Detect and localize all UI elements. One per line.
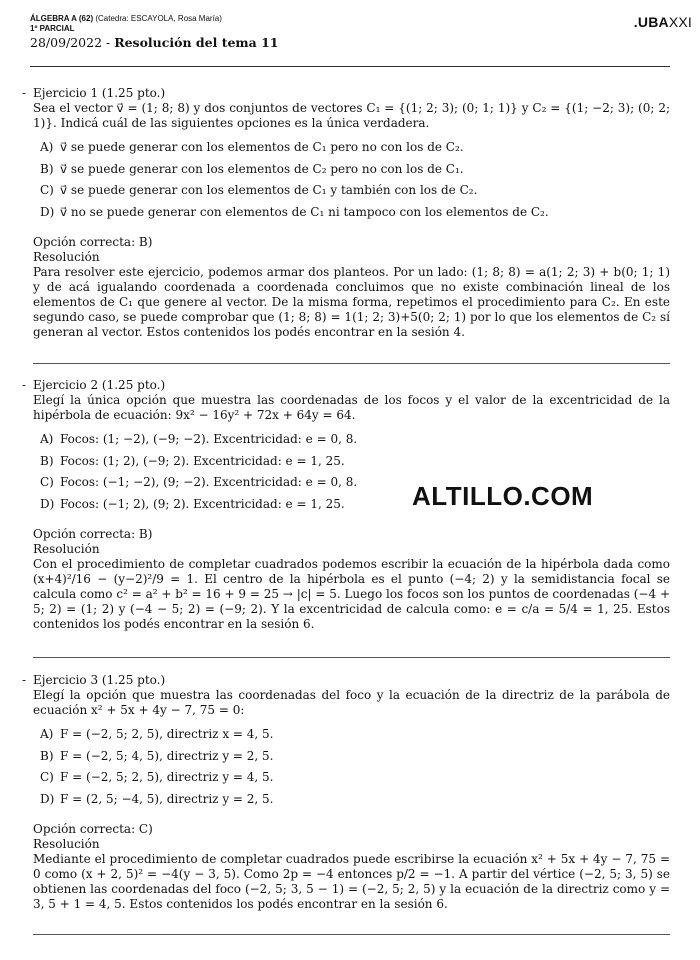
section-divider [33,657,670,658]
correct-answer: Opción correcta: B) [33,235,153,249]
section-divider [33,363,670,364]
option-b: B) F = (−2, 5; 4, 5), directriz y = 2, 5. [40,748,274,763]
resolution-text: Con el procedimiento de completar cuadrados podemos escribir la ecuación de la hipérbola dada como (x+4)²/16 − (y−2)²/9 = 1. El centro de la hipérbola es el punto (−4; 2) y la semidistancia focal se calcula como c² = a² + b² = 16 + 9 = 25 → |c| = 5. Luego los focos son los puntos de coordenadas (−4 + 5; 2) = (1; 2) y (−4 − 5; 2) = (−9; 2). Y la excentricidad de calcula como: e = c/a = 5/4 = 1, 25. Estos contenidos los podés encontrar en la sesión 6. [33,557,670,631]
option-d: D) Focos: (−1; 2), (9; 2). Excentricidad: e = 1, 25. [40,496,345,511]
option-d: D) F = (2, 5; −4, 5), directriz y = 2, 5. [40,791,274,806]
option-a: A) F = (−2, 5; 2, 5), directriz x = 4, 5. [40,727,274,741]
page-header [30,14,670,50]
uba-logo: .UBAXXI [633,14,692,30]
catedra: (Catedra: ESCAYOLA, Rosa María) [95,14,222,23]
options-list [40,139,670,225]
resolution-label: Resolución [33,542,100,556]
option-c: C) F = (−2, 5; 2, 5), directriz y = 4, 5. [40,770,274,784]
exercise-3 [22,673,670,912]
watermark: ALTILLO.COM [412,481,594,511]
option-a: A) Focos: (1; −2), (−9; −2). Excentricidad: e = 0, 8. [40,432,358,446]
option-c: C) v⃗ se puede generar con los elementos de C₁ y también con los de C₂. [40,183,478,197]
exercise-statement: Sea el vector v⃗ = (1; 8; 8) y dos conjuntos de vectores C₁ = {(1; 2; 3); (0; 1; 1)} y C₂ = {(1; −2; 3); (0; 2; 1)}. Indicá cuál de las siguientes opciones es la única verdadera. [33,101,670,130]
resolution-text: Mediante el procedimiento de completar cuadrados puede escribirse la ecuación x² + 5x + 4y − 7, 75 = 0 como (x + 2, 5)² = −4(y − 3, 5). Como 2p = −4 entonces p/2 = −1. A partir del vértice (−2, 5; 3, 5) se obtienen las coordenadas del foco (−2, 5; 3, 5 − 1) = (−2, 5; 2, 5) y la ecuación de la directriz como y = 3, 5 + 1 = 4, 5. Estos contenidos los podés encontrar en la sesión 6. [33,852,670,911]
course-line [30,14,670,24]
correct-answer: Opción correcta: B) [33,527,153,541]
section-divider [33,934,670,935]
option-c: C) Focos: (−1; −2), (9; −2). Excentricidad: e = 0, 8. [40,475,358,489]
option-b: B) Focos: (1; 2), (−9; 2). Excentricidad: e = 1, 25. [40,453,345,468]
exercise-statement: Elegí la opción que muestra las coordenadas del foco y la ecuación de la directriz de la parábola de ecuación x² + 5x + 4y − 7, 75 = 0: [33,688,670,717]
resolution-label: Resolución [33,837,100,851]
exercise-title: - Ejercicio 3 (1.25 pto.) [22,673,166,687]
exercise-statement: Elegí la única opción que muestra las coordenadas de los focos y el valor de la excentricidad de la hipérbola de ecuación: 9x² − 16y² + 72x + 64y = 64. [33,393,670,422]
resolution-text: Para resolver este ejercicio, podemos armar dos planteos. Por un lado: (1; 8; 8) = a(1; 2; 3) + b(0; 1; 1) y de acá igualando coordenada a coordenada concluimos que no existe combinación lineal de los elementos de C₁ que genere al vector. De la misma forma, repetimos el procedimiento para C₂. En este segundo caso, se puede comprobar que (1; 8; 8) = 1(1; 2; 3)+5(0; 2; 1) por lo que los elementos de C₂ sí generan al vector. Estos contenidos los podés encontrar en la sesión 4. [33,265,670,339]
exercise-1 [22,86,670,340]
header-divider [30,66,670,67]
exam-type: 1º PARCIAL [30,24,75,33]
exam-date: 28/09/2022 [30,35,103,50]
exercise-title: - Ejercicio 1 (1.25 pto.) [22,86,166,100]
course-name: ÁLGEBRA A (62) [30,14,94,23]
date-title-line: 28/09/2022 - Resolución del tema 11 [30,35,279,50]
resolution-label: Resolución [33,250,100,264]
option-d: D) v⃗ no se puede generar con elementos de C₁ ni tampoco con los elementos de C₂. [40,204,549,219]
option-b: B) v⃗ se puede generar con los elementos de C₂ pero no con los de C₁. [40,161,464,176]
exercise-title: - Ejercicio 2 (1.25 pto.) [22,378,166,392]
correct-answer: Opción correcta: C) [33,822,153,836]
options-list [40,726,670,812]
page-title: Resolución del tema 11 [114,35,279,50]
option-a: A) v⃗ se puede generar con los elementos de C₁ pero no con los de C₂. [40,140,464,154]
